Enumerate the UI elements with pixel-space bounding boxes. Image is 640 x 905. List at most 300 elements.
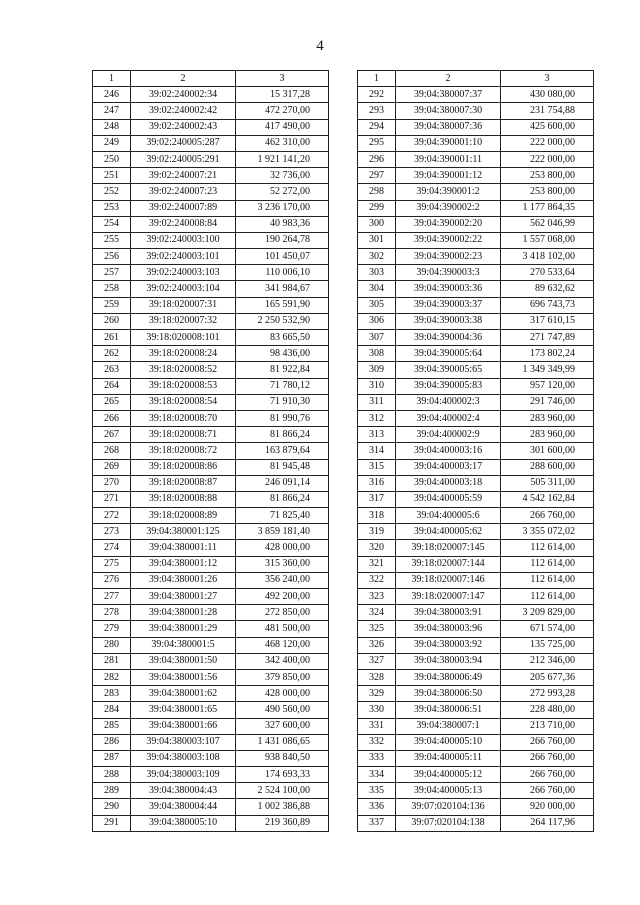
cadastral-number-cell: 39:18:020007:32: [131, 313, 236, 329]
row-number-cell: 267: [93, 427, 131, 443]
value-cell: 15 317,28: [236, 87, 329, 103]
table-row: [358, 297, 594, 313]
cadastral-number-cell: 39:04:380001:66: [131, 718, 236, 734]
value-cell: 112 614,00: [501, 556, 594, 572]
value-cell: 98 436,00: [236, 346, 329, 362]
value-cell: 228 480,00: [501, 702, 594, 718]
row-number-cell: 249: [93, 135, 131, 151]
row-number-cell: 299: [358, 200, 396, 216]
table-row: [358, 815, 594, 831]
row-number-cell: 259: [93, 297, 131, 313]
table-row: [93, 297, 329, 313]
row-number-cell: 314: [358, 443, 396, 459]
table-row: [358, 572, 594, 588]
cadastral-number-cell: 39:18:020008:101: [131, 330, 236, 346]
table-row: [358, 427, 594, 443]
row-number-cell: 311: [358, 394, 396, 410]
cadastral-number-cell: 39:18:020008:70: [131, 410, 236, 426]
cadastral-number-cell: 39:18:020008:86: [131, 459, 236, 475]
table-row: [93, 750, 329, 766]
row-number-cell: 329: [358, 686, 396, 702]
value-cell: 696 743,73: [501, 297, 594, 313]
value-cell: 957 120,00: [501, 378, 594, 394]
cadastral-number-cell: 39:02:240007:21: [131, 168, 236, 184]
value-cell: 231 754,88: [501, 103, 594, 119]
row-number-cell: 256: [93, 249, 131, 265]
cadastral-number-cell: 39:07:020104:136: [396, 799, 501, 815]
cadastral-number-cell: 39:04:380004:44: [131, 799, 236, 815]
table-row: [358, 783, 594, 799]
value-cell: 417 490,00: [236, 119, 329, 135]
cadastral-number-cell: 39:18:020008:89: [131, 508, 236, 524]
table-row: [93, 621, 329, 637]
table-row: [93, 572, 329, 588]
parcel-table-left: [92, 70, 329, 832]
value-cell: 112 614,00: [501, 589, 594, 605]
cadastral-number-cell: 39:04:400003:17: [396, 459, 501, 475]
cadastral-number-cell: 39:02:240002:43: [131, 119, 236, 135]
cadastral-number-cell: 39:02:240003:101: [131, 249, 236, 265]
value-cell: 425 600,00: [501, 119, 594, 135]
row-number-cell: 285: [93, 718, 131, 734]
row-number-cell: 284: [93, 702, 131, 718]
table-row: [358, 378, 594, 394]
row-number-cell: 326: [358, 637, 396, 653]
table-row: [358, 200, 594, 216]
row-number-cell: 268: [93, 443, 131, 459]
value-cell: 83 665,50: [236, 330, 329, 346]
value-cell: 283 960,00: [501, 427, 594, 443]
row-number-cell: 278: [93, 605, 131, 621]
cadastral-number-cell: 39:04:380003:109: [131, 767, 236, 783]
cadastral-number-cell: 39:04:390001:10: [396, 135, 501, 151]
table-row: [93, 540, 329, 556]
value-cell: 468 120,00: [236, 637, 329, 653]
value-cell: 283 960,00: [501, 410, 594, 426]
cadastral-number-cell: 39:04:390002:2: [396, 200, 501, 216]
table-row: [93, 605, 329, 621]
value-cell: 173 802,24: [501, 346, 594, 362]
row-number-cell: 306: [358, 313, 396, 329]
row-number-cell: 274: [93, 540, 131, 556]
cadastral-number-cell: 39:02:240008:84: [131, 216, 236, 232]
value-cell: 253 800,00: [501, 184, 594, 200]
row-number-cell: 275: [93, 556, 131, 572]
cadastral-number-cell: 39:04:380001:28: [131, 605, 236, 621]
value-cell: 3 236 170,00: [236, 200, 329, 216]
cadastral-number-cell: 39:04:380001:26: [131, 572, 236, 588]
cadastral-number-cell: 39:04:390002:22: [396, 232, 501, 248]
value-cell: 110 006,10: [236, 265, 329, 281]
table-row: [358, 265, 594, 281]
cadastral-number-cell: 39:04:380006:50: [396, 686, 501, 702]
cadastral-number-cell: 39:02:240002:34: [131, 87, 236, 103]
table-row: [358, 669, 594, 685]
cadastral-number-cell: 39:04:400005:6: [396, 508, 501, 524]
row-number-cell: 298: [358, 184, 396, 200]
cadastral-number-cell: 39:04:380006:49: [396, 669, 501, 685]
value-cell: 356 240,00: [236, 572, 329, 588]
row-number-cell: 248: [93, 119, 131, 135]
cadastral-number-cell: 39:04:380001:50: [131, 653, 236, 669]
table-row: [358, 508, 594, 524]
cadastral-number-cell: 39:02:240003:103: [131, 265, 236, 281]
row-number-cell: 287: [93, 750, 131, 766]
cadastral-number-cell: 39:04:400005:13: [396, 783, 501, 799]
table-row: [358, 750, 594, 766]
value-cell: 81 922,84: [236, 362, 329, 378]
value-cell: 246 091,14: [236, 475, 329, 491]
value-cell: 492 200,00: [236, 589, 329, 605]
value-cell: 341 984,67: [236, 281, 329, 297]
table-row: [358, 119, 594, 135]
cadastral-number-cell: 39:18:020007:145: [396, 540, 501, 556]
row-number-cell: 331: [358, 718, 396, 734]
table-row: [358, 475, 594, 491]
table-row: [93, 232, 329, 248]
table-row: [93, 508, 329, 524]
row-number-cell: 315: [358, 459, 396, 475]
cadastral-number-cell: 39:02:240005:291: [131, 151, 236, 167]
value-cell: 472 270,00: [236, 103, 329, 119]
row-number-cell: 247: [93, 103, 131, 119]
value-cell: 291 746,00: [501, 394, 594, 410]
table-row: [93, 249, 329, 265]
row-number-cell: 277: [93, 589, 131, 605]
row-number-cell: 262: [93, 346, 131, 362]
row-number-cell: 307: [358, 330, 396, 346]
row-number-cell: 318: [358, 508, 396, 524]
table-row: [358, 459, 594, 475]
table-row: [358, 605, 594, 621]
table-row: [93, 87, 329, 103]
table-row: [93, 313, 329, 329]
row-number-cell: 272: [93, 508, 131, 524]
cadastral-number-cell: 39:04:390003:37: [396, 297, 501, 313]
row-number-cell: 303: [358, 265, 396, 281]
row-number-cell: 276: [93, 572, 131, 588]
cadastral-number-cell: 39:04:380005:10: [131, 815, 236, 831]
value-cell: 920 000,00: [501, 799, 594, 815]
table-row: [358, 87, 594, 103]
value-cell: 4 542 162,84: [501, 491, 594, 507]
table-row: [93, 265, 329, 281]
table-header-row: [358, 71, 594, 87]
value-cell: 266 760,00: [501, 767, 594, 783]
table-row: [358, 103, 594, 119]
cadastral-number-cell: 39:07:020104:138: [396, 815, 501, 831]
table-row: [93, 475, 329, 491]
cadastral-number-cell: 39:04:380003:91: [396, 605, 501, 621]
table-row: [358, 184, 594, 200]
table-row: [93, 686, 329, 702]
row-number-cell: 312: [358, 410, 396, 426]
value-cell: 81 945,48: [236, 459, 329, 475]
value-cell: 1 002 386,88: [236, 799, 329, 815]
cadastral-number-cell: 39:04:380007:30: [396, 103, 501, 119]
table-row: [93, 589, 329, 605]
value-cell: 40 983,36: [236, 216, 329, 232]
row-number-cell: 292: [358, 87, 396, 103]
value-cell: 2 524 100,00: [236, 783, 329, 799]
table-row: [358, 346, 594, 362]
cadastral-number-cell: 39:04:390002:23: [396, 249, 501, 265]
row-number-cell: 316: [358, 475, 396, 491]
row-number-cell: 286: [93, 734, 131, 750]
value-cell: 81 866,24: [236, 427, 329, 443]
value-cell: 219 360,89: [236, 815, 329, 831]
table-row: [93, 815, 329, 831]
table-row: [93, 443, 329, 459]
cadastral-number-cell: 39:04:390005:65: [396, 362, 501, 378]
row-number-cell: 324: [358, 605, 396, 621]
value-cell: 266 760,00: [501, 783, 594, 799]
row-number-cell: 257: [93, 265, 131, 281]
cadastral-number-cell: 39:04:380001:65: [131, 702, 236, 718]
table-row: [93, 653, 329, 669]
value-cell: 317 610,15: [501, 313, 594, 329]
row-number-cell: 333: [358, 750, 396, 766]
cadastral-number-cell: 39:04:380003:92: [396, 637, 501, 653]
cadastral-number-cell: 39:04:380001:5: [131, 637, 236, 653]
table-row: [93, 119, 329, 135]
row-number-cell: 271: [93, 491, 131, 507]
table-row: [93, 556, 329, 572]
row-number-cell: 308: [358, 346, 396, 362]
cadastral-number-cell: 39:04:380003:94: [396, 653, 501, 669]
cadastral-number-cell: 39:04:380007:1: [396, 718, 501, 734]
value-cell: 222 000,00: [501, 151, 594, 167]
row-number-cell: 337: [358, 815, 396, 831]
cadastral-number-cell: 39:02:240005:287: [131, 135, 236, 151]
value-cell: 266 760,00: [501, 750, 594, 766]
row-number-cell: 282: [93, 669, 131, 685]
table-row: [93, 184, 329, 200]
cadastral-number-cell: 39:04:380001:56: [131, 669, 236, 685]
cadastral-number-cell: 39:04:400005:12: [396, 767, 501, 783]
row-number-cell: 289: [93, 783, 131, 799]
value-cell: 253 800,00: [501, 168, 594, 184]
table-row: [358, 410, 594, 426]
cadastral-number-cell: 39:18:020007:144: [396, 556, 501, 572]
table-row: [358, 135, 594, 151]
table-row: [93, 491, 329, 507]
cadastral-number-cell: 39:04:380007:37: [396, 87, 501, 103]
value-cell: 505 311,00: [501, 475, 594, 491]
row-number-cell: 327: [358, 653, 396, 669]
cadastral-number-cell: 39:18:020008:88: [131, 491, 236, 507]
table-row: [93, 669, 329, 685]
cadastral-number-cell: 39:04:380007:36: [396, 119, 501, 135]
cadastral-number-cell: 39:18:020008:87: [131, 475, 236, 491]
table-row: [93, 362, 329, 378]
value-cell: 1 177 864,35: [501, 200, 594, 216]
table-row: [93, 734, 329, 750]
value-cell: 379 850,00: [236, 669, 329, 685]
row-number-cell: 266: [93, 410, 131, 426]
value-cell: 163 879,64: [236, 443, 329, 459]
table-row: [358, 249, 594, 265]
value-cell: 264 117,96: [501, 815, 594, 831]
row-number-cell: 297: [358, 168, 396, 184]
header-col-1: 1: [93, 71, 131, 87]
cadastral-number-cell: 39:02:240007:23: [131, 184, 236, 200]
row-number-cell: 322: [358, 572, 396, 588]
row-number-cell: 288: [93, 767, 131, 783]
row-number-cell: 258: [93, 281, 131, 297]
table-row: [358, 686, 594, 702]
row-number-cell: 304: [358, 281, 396, 297]
row-number-cell: 280: [93, 637, 131, 653]
table-row: [93, 637, 329, 653]
value-cell: 212 346,00: [501, 653, 594, 669]
table-row: [93, 394, 329, 410]
value-cell: 428 000,00: [236, 686, 329, 702]
cadastral-number-cell: 39:18:020008:53: [131, 378, 236, 394]
value-cell: 272 850,00: [236, 605, 329, 621]
cadastral-number-cell: 39:18:020007:146: [396, 572, 501, 588]
table-row: [93, 103, 329, 119]
row-number-cell: 328: [358, 669, 396, 685]
row-number-cell: 252: [93, 184, 131, 200]
cadastral-number-cell: 39:04:390001:12: [396, 168, 501, 184]
table-row: [358, 394, 594, 410]
row-number-cell: 295: [358, 135, 396, 151]
table-row: [93, 767, 329, 783]
header-col-3: 3: [501, 71, 594, 87]
cadastral-number-cell: 39:04:390003:36: [396, 281, 501, 297]
value-cell: 481 500,00: [236, 621, 329, 637]
value-cell: 266 760,00: [501, 734, 594, 750]
value-cell: 938 840,50: [236, 750, 329, 766]
row-number-cell: 335: [358, 783, 396, 799]
header-col-2: 2: [131, 71, 236, 87]
table-row: [93, 346, 329, 362]
table-row: [93, 783, 329, 799]
cadastral-number-cell: 39:04:400005:62: [396, 524, 501, 540]
table-row: [358, 491, 594, 507]
table-row: [358, 232, 594, 248]
row-number-cell: 313: [358, 427, 396, 443]
value-cell: 1 431 086,65: [236, 734, 329, 750]
parcel-table-right: [357, 70, 594, 832]
row-number-cell: 309: [358, 362, 396, 378]
table-row: [358, 718, 594, 734]
cadastral-number-cell: 39:04:380004:43: [131, 783, 236, 799]
value-cell: 272 993,28: [501, 686, 594, 702]
table-row: [358, 362, 594, 378]
row-number-cell: 296: [358, 151, 396, 167]
table-row: [358, 621, 594, 637]
cadastral-number-cell: 39:04:390005:64: [396, 346, 501, 362]
cadastral-number-cell: 39:02:240002:42: [131, 103, 236, 119]
row-number-cell: 246: [93, 87, 131, 103]
cadastral-number-cell: 39:04:390001:11: [396, 151, 501, 167]
row-number-cell: 291: [93, 815, 131, 831]
page-number: 4: [316, 38, 324, 54]
row-number-cell: 283: [93, 686, 131, 702]
row-number-cell: 254: [93, 216, 131, 232]
value-cell: 71 780,12: [236, 378, 329, 394]
row-number-cell: 255: [93, 232, 131, 248]
value-cell: 327 600,00: [236, 718, 329, 734]
cadastral-number-cell: 39:04:400005:10: [396, 734, 501, 750]
value-cell: 222 000,00: [501, 135, 594, 151]
table-row: [358, 589, 594, 605]
cadastral-number-cell: 39:04:390005:83: [396, 378, 501, 394]
cadastral-number-cell: 39:02:240003:104: [131, 281, 236, 297]
value-cell: 89 632,62: [501, 281, 594, 297]
row-number-cell: 294: [358, 119, 396, 135]
table-row: [93, 281, 329, 297]
value-cell: 462 310,00: [236, 135, 329, 151]
cadastral-number-cell: 39:04:400002:9: [396, 427, 501, 443]
value-cell: 71 825,40: [236, 508, 329, 524]
cadastral-number-cell: 39:18:020008:72: [131, 443, 236, 459]
row-number-cell: 281: [93, 653, 131, 669]
table-row: [93, 168, 329, 184]
row-number-cell: 300: [358, 216, 396, 232]
cadastral-number-cell: 39:04:400002:3: [396, 394, 501, 410]
cadastral-number-cell: 39:18:020007:31: [131, 297, 236, 313]
cadastral-number-cell: 39:04:390002:20: [396, 216, 501, 232]
value-cell: 270 533,64: [501, 265, 594, 281]
value-cell: 112 614,00: [501, 572, 594, 588]
table-header-row: [93, 71, 329, 87]
row-number-cell: 251: [93, 168, 131, 184]
row-number-cell: 302: [358, 249, 396, 265]
value-cell: 205 677,36: [501, 669, 594, 685]
table-row: [358, 216, 594, 232]
cadastral-number-cell: 39:02:240003:100: [131, 232, 236, 248]
table-row: [93, 459, 329, 475]
table-row: [93, 200, 329, 216]
table-row: [358, 524, 594, 540]
value-cell: 301 600,00: [501, 443, 594, 459]
row-number-cell: 321: [358, 556, 396, 572]
cadastral-number-cell: 39:18:020008:52: [131, 362, 236, 378]
value-cell: 1 921 141,20: [236, 151, 329, 167]
value-cell: 213 710,00: [501, 718, 594, 734]
value-cell: 81 866,24: [236, 491, 329, 507]
value-cell: 271 747,89: [501, 330, 594, 346]
value-cell: 562 046,99: [501, 216, 594, 232]
value-cell: 1 557 068,00: [501, 232, 594, 248]
row-number-cell: 269: [93, 459, 131, 475]
value-cell: 3 859 181,40: [236, 524, 329, 540]
cadastral-number-cell: 39:18:020008:24: [131, 346, 236, 362]
value-cell: 112 614,00: [501, 540, 594, 556]
table-row: [358, 734, 594, 750]
value-cell: 266 760,00: [501, 508, 594, 524]
table-row: [93, 702, 329, 718]
header-col-3: 3: [236, 71, 329, 87]
table-row: [93, 135, 329, 151]
cadastral-number-cell: 39:04:400003:18: [396, 475, 501, 491]
value-cell: 52 272,00: [236, 184, 329, 200]
value-cell: 101 450,07: [236, 249, 329, 265]
value-cell: 288 600,00: [501, 459, 594, 475]
cadastral-number-cell: 39:04:380001:12: [131, 556, 236, 572]
cadastral-number-cell: 39:04:400002:4: [396, 410, 501, 426]
table-row: [358, 653, 594, 669]
value-cell: 342 400,00: [236, 653, 329, 669]
table-row: [358, 556, 594, 572]
cadastral-number-cell: 39:04:380001:62: [131, 686, 236, 702]
table-row: [358, 799, 594, 815]
row-number-cell: 265: [93, 394, 131, 410]
header-col-2: 2: [396, 71, 501, 87]
